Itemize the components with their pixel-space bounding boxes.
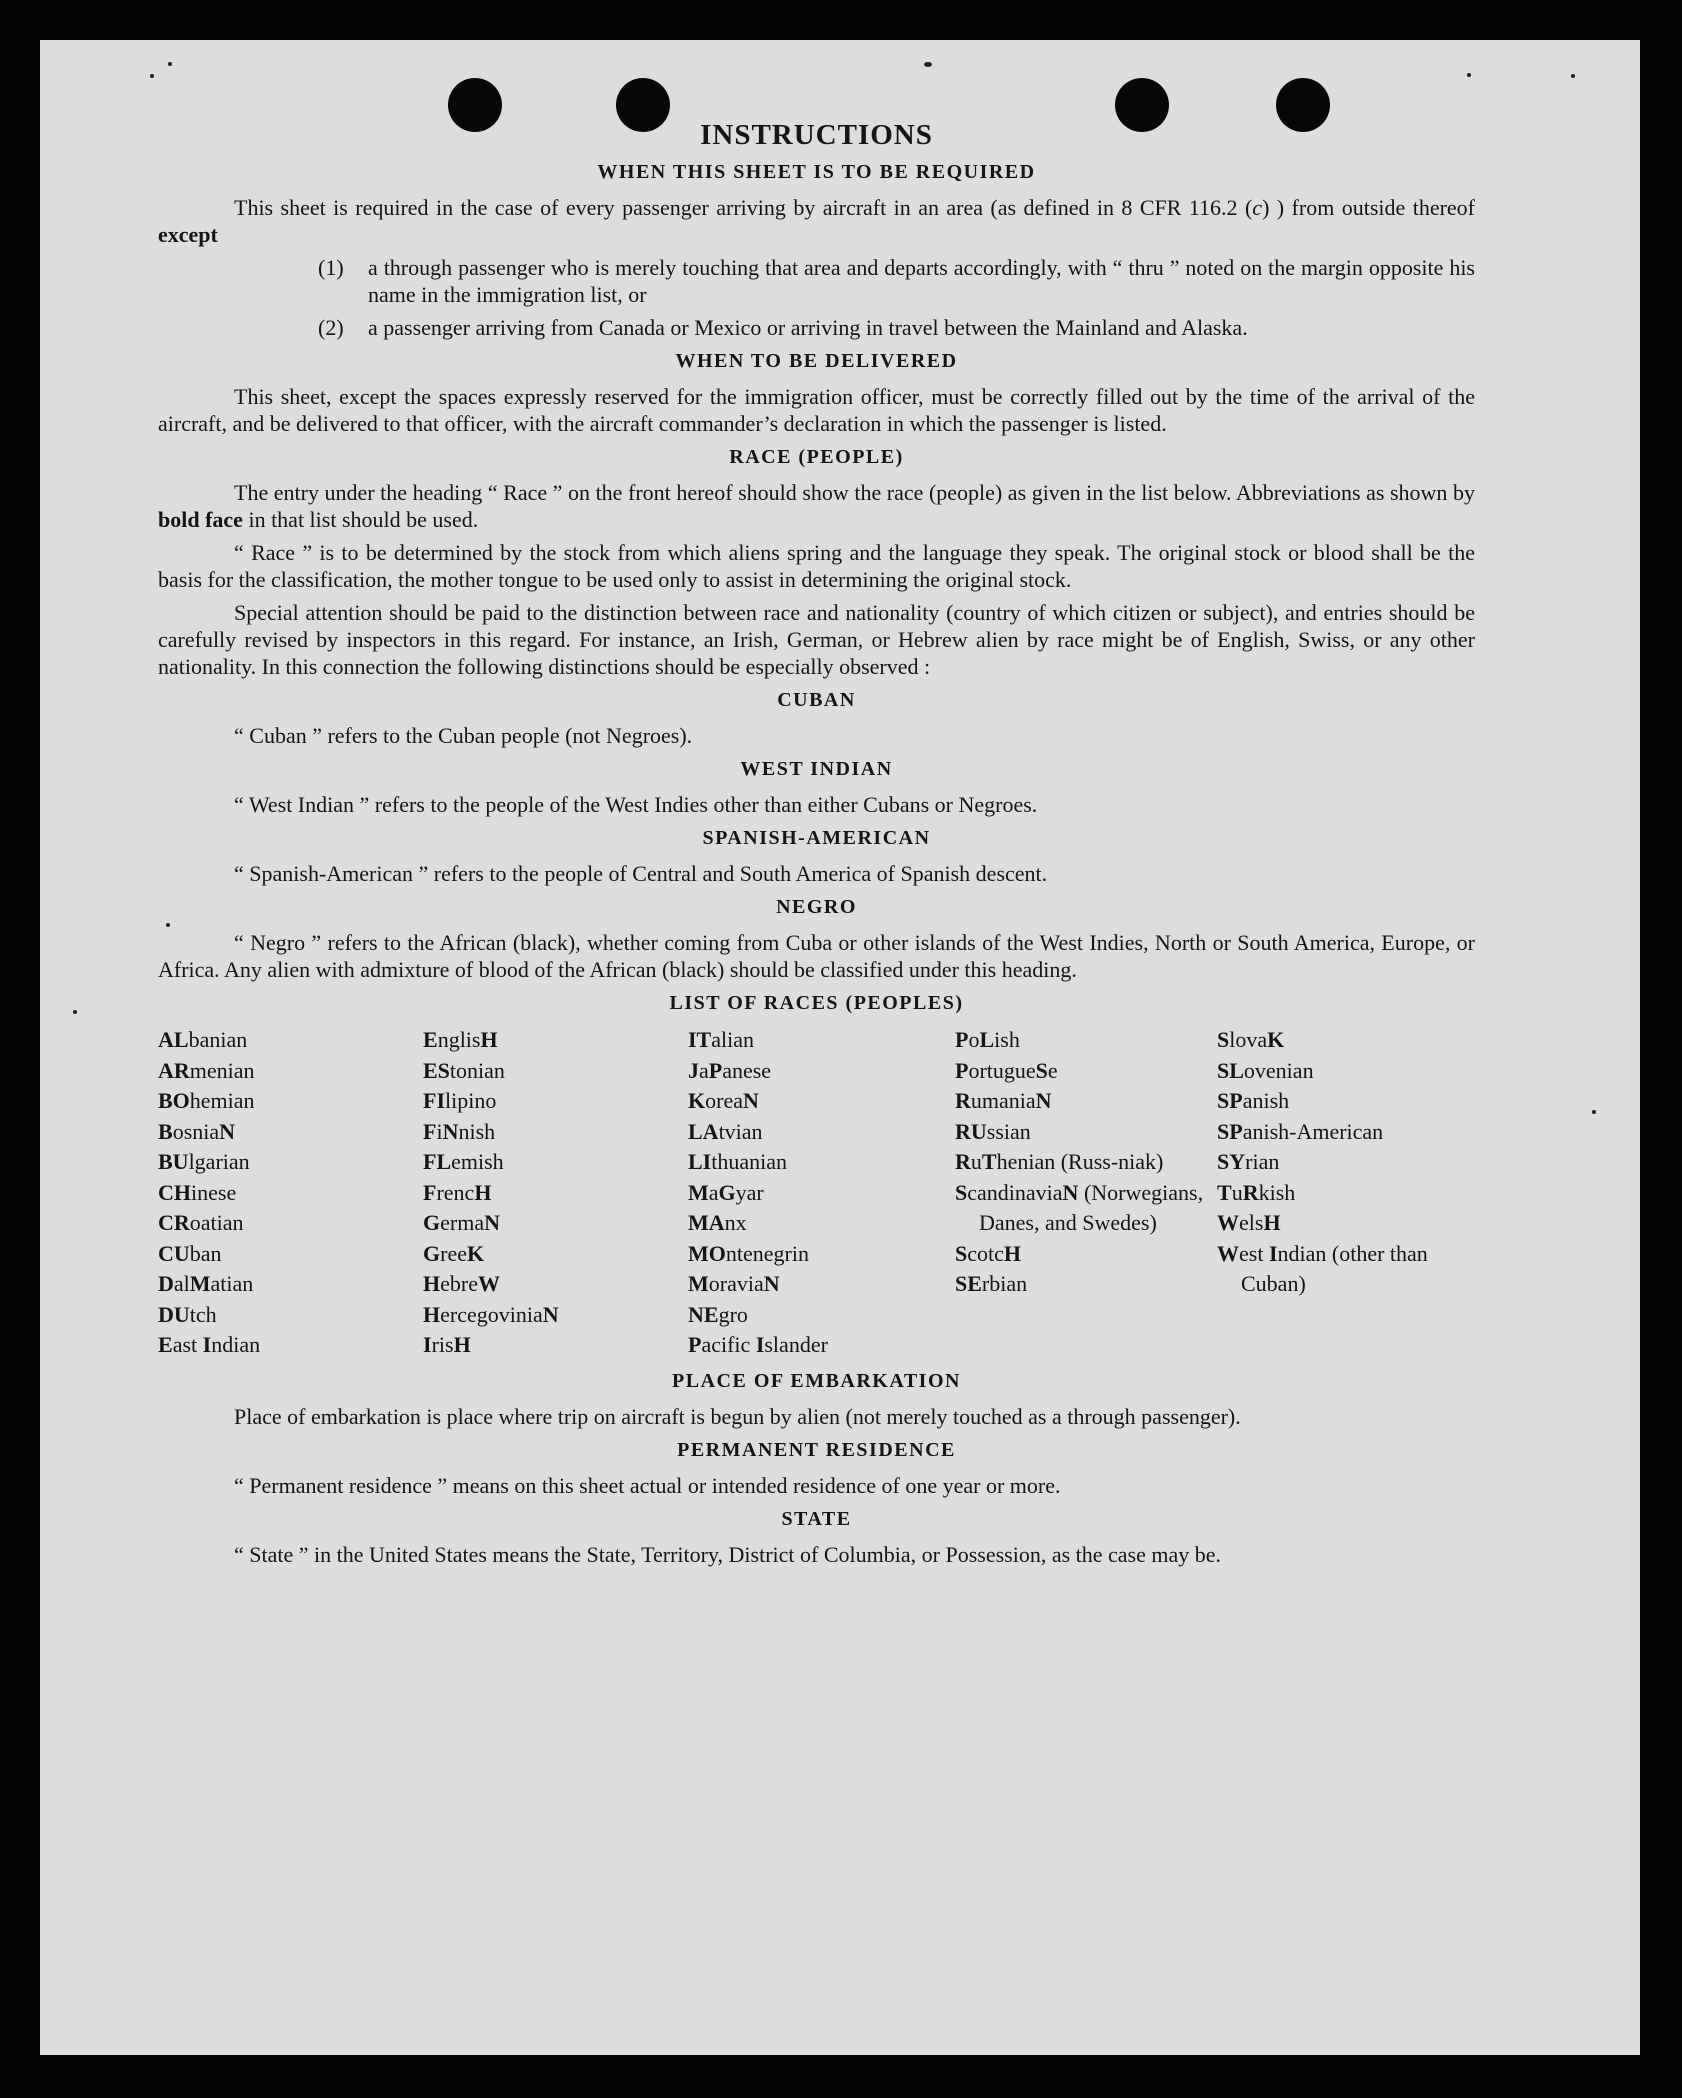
heading-west-indian: WEST INDIAN: [740, 758, 893, 780]
race-item: SPanish: [1217, 1088, 1290, 1113]
race-item: ScotcH: [955, 1240, 1022, 1266]
race-item: ALbanian: [158, 1027, 248, 1052]
heading-delivered: WHEN TO BE DELIVERED: [675, 350, 958, 372]
race-item: LIthuanian: [688, 1149, 788, 1174]
cuban-text: “ Cuban ” refers to the Cuban people (not Negroes).: [234, 723, 693, 748]
negro-text: “ Negro ” refers to the African (black), whether coming from Cuba or other islands of the West Indies, North or South America, Europe, or Africa. Any alien with admixture of blood of the African (black) should be classified under this heading.: [158, 930, 1475, 982]
speck: [150, 74, 154, 78]
spanish-american-text: “ Spanish-American ” refers to the people of Central and South America of Spanish descent.: [234, 861, 1048, 886]
race-item: SPanish-American: [1217, 1118, 1384, 1144]
race-item: KoreaN: [688, 1088, 759, 1113]
heading-spanish-american: SPANISH-AMERICAN: [702, 827, 931, 849]
race-item: SYrian: [1217, 1149, 1280, 1174]
west-indian-text: “ West Indian ” refers to the people of the West Indies other than either Cubans or Negroes.: [234, 792, 1038, 817]
race-item: RuThenian (Russ-niak): [955, 1149, 1164, 1174]
speck: [73, 1010, 77, 1014]
race-item: BOhemian: [158, 1088, 255, 1113]
race-item: BosniaN: [158, 1118, 236, 1144]
heading-cuban: CUBAN: [777, 689, 856, 711]
race-item: East Indian: [158, 1332, 261, 1357]
race-item: HercegoviniaN: [423, 1301, 559, 1327]
race-item: DalMatian: [158, 1271, 254, 1296]
race-column: [955, 1025, 1217, 1361]
race-item: CRoatian: [158, 1210, 244, 1235]
race-item: MOntenegrin: [688, 1240, 809, 1266]
exception-item: (1) a through passenger who is merely touching that area and departs accordingly, with “ thru ” noted on the margin opposite his name in the immigration list, or: [318, 255, 1475, 307]
state-text: “ State ” in the United States means the State, Territory, District of Columbia, or Possession, as the case may be.: [234, 1541, 1222, 1567]
race-column: [423, 1025, 688, 1361]
race-item: DUtch: [158, 1301, 217, 1327]
speck: [168, 62, 172, 66]
race-item: EStonian: [423, 1057, 505, 1083]
race-item: MaGyar: [688, 1179, 764, 1205]
race-item: WelsH: [1217, 1210, 1281, 1235]
heading-state: STATE: [781, 1507, 852, 1530]
heading-race: RACE (PEOPLE): [729, 446, 904, 468]
race-item: GreeK: [423, 1240, 485, 1266]
race-paragraph-1: The entry under the heading “ Race ” on the front hereof should show the race (people) as given in the list below. Abbreviations as shown by bold face in that list should be used.: [158, 480, 1475, 532]
race-item: MoraviaN: [688, 1271, 780, 1296]
race-item: NEgro: [688, 1301, 748, 1327]
race-item: HebreW: [423, 1271, 500, 1296]
race-item: CHinese: [158, 1179, 237, 1205]
race-item: LAtvian: [688, 1118, 763, 1144]
race-item: FiNnish: [423, 1118, 496, 1144]
instructions-content: [158, 118, 1475, 1574]
heading-residence: PERMANENT RESIDENCE: [677, 1438, 956, 1461]
race-paragraph-2: “ Race ” is to be determined by the stock from which aliens spring and the language they speak. The original stock or blood shall be the basis for the classification, the mother tongue to be used only to assist in determining the original stock.: [158, 540, 1475, 592]
race-item: GermaN: [423, 1210, 500, 1235]
speck: [1467, 73, 1471, 77]
race-item: ScandinaviaN (Norwegians, Danes, and Swedes): [955, 1179, 1204, 1235]
embarkation-text: Place of embarkation is place where trip on aircraft is begun by alien (not merely touched as a through passenger).: [234, 1403, 1241, 1429]
race-column: [158, 1025, 423, 1361]
page-title: INSTRUCTIONS: [700, 119, 933, 151]
required-intro: This sheet is required in the case of every passenger arriving by aircraft in an area (as defined in 8 CFR 116.2 (c) ) from outside thereof except: [158, 195, 1476, 247]
race-item: SlovaK: [1217, 1027, 1285, 1052]
race-item: IrisH: [423, 1332, 471, 1357]
race-item: FIlipino: [423, 1088, 497, 1113]
race-column: [688, 1025, 955, 1361]
speck: [1592, 1110, 1596, 1114]
race-item: SLovenian: [1217, 1057, 1314, 1083]
race-item: MAnx: [688, 1210, 747, 1235]
race-list: [158, 1025, 1475, 1361]
delivered-text: This sheet, except the spaces expressly reserved for the immigration officer, must be correctly filled out by the time of the arrival of the aircraft, and be delivered to that officer, with the aircraft commander’s declaration in which the passenger is listed.: [158, 384, 1475, 436]
heading-embarkation: PLACE OF EMBARKATION: [672, 1369, 961, 1392]
race-item: Pacific Islander: [688, 1332, 828, 1357]
race-item: ITalian: [688, 1027, 755, 1052]
heading-list-of-races: LIST OF RACES (PEOPLES): [669, 992, 964, 1014]
race-item: PortugueSe: [955, 1057, 1058, 1083]
race-item: TuRkish: [1217, 1179, 1296, 1205]
speck: [1571, 74, 1575, 78]
exception-item: (2) a passenger arriving from Canada or Mexico or arriving in travel between the Mainland and Alaska.: [318, 315, 1248, 340]
race-item: BUlgarian: [158, 1149, 250, 1174]
race-column: [1217, 1025, 1475, 1361]
speck: [924, 62, 932, 67]
race-item: PoLish: [955, 1027, 1020, 1052]
heading-required: WHEN THIS SHEET IS TO BE REQUIRED: [597, 161, 1036, 183]
race-paragraph-3: Special attention should be paid to the distinction between race and nationality (country of which citizen or subject), and entries should be carefully revised by inspectors in this regard. For instance, an Irish, German, or Hebrew alien by race might be of English, Swiss, or any other nationality. In this connection the following distinctions should be especially observed :: [158, 600, 1475, 679]
race-item: SErbian: [955, 1271, 1028, 1296]
heading-negro: NEGRO: [776, 896, 857, 918]
race-item: ARmenian: [158, 1057, 255, 1083]
race-item: RumaniaN: [955, 1088, 1052, 1113]
race-item: JaPanese: [688, 1057, 772, 1083]
residence-text: “ Permanent residence ” means on this sheet actual or intended residence of one year or more.: [234, 1472, 1061, 1498]
race-item: FLemish: [423, 1149, 504, 1174]
race-item: EnglisH: [423, 1027, 498, 1052]
race-item: CUban: [158, 1240, 222, 1266]
race-item: West Indian (other than Cuban): [1217, 1240, 1428, 1296]
race-item: FrencH: [423, 1179, 492, 1205]
race-item: RUssian: [955, 1118, 1031, 1144]
